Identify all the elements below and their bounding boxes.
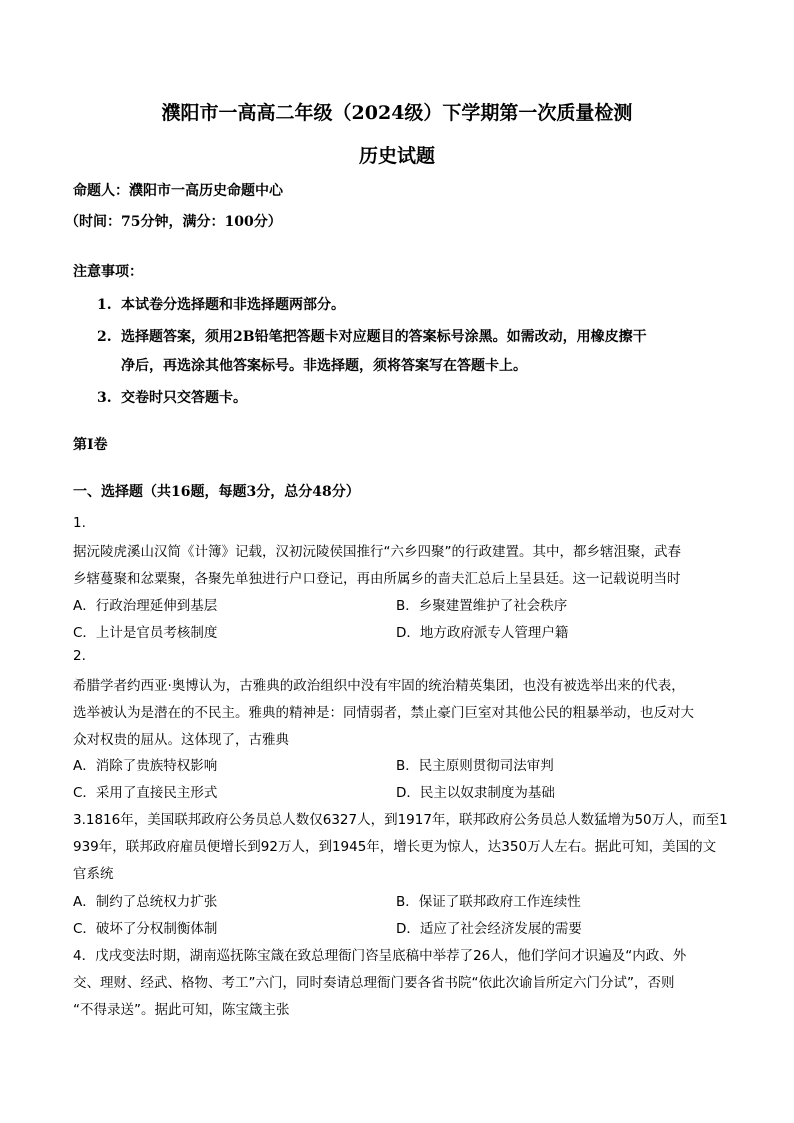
- notice-item-num: 1.: [97, 297, 112, 313]
- question-number: 1.: [73, 515, 86, 531]
- option-d: D．地方政府派专人管理户籍: [396, 625, 569, 641]
- time-score-line: （时间：75分钟，满分：100分）: [65, 214, 282, 230]
- option-c: C．上计是官员考核制度: [73, 625, 218, 641]
- option-b: B．保证了联邦政府工作连续性: [396, 894, 581, 910]
- option-b: B．民主原则贯彻司法审判: [396, 758, 554, 774]
- question-line: 交、理财、经武、格物、考工”六门，同时奏请总理衙门要各省书院“依此次谕旨所定六门分试”，否则: [73, 975, 675, 991]
- notice-item-num: 2.: [97, 329, 112, 345]
- question-line: 选举被认为是潜在的不民主。雅典的精神是：同情弱者，禁止豪门巨室对其他公民的粗暴举动，也反对大: [73, 705, 694, 721]
- question-number: 2.: [73, 648, 86, 664]
- question-line: 据沅陵虎溪山汉简《计簿》记载，汉初沅陵侯国推行“六乡四聚”的行政建置。其中，都乡辖沮聚，武春: [73, 544, 681, 560]
- option-a: A．消除了贵族特权影响: [73, 758, 218, 774]
- notice-item-num: 3.: [97, 390, 112, 406]
- question-line: 官系统: [73, 866, 114, 882]
- question-line: 众对权贵的屈从。这体现了，古雅典: [73, 732, 289, 748]
- question-line: 939年，联邦政府雇员便增长到92万人，到1945年，增长更为惊人，达350万人左右。据此可知，美国的文: [73, 839, 717, 855]
- exam-title: 濮阳市一高高二年级（2024级）下学期第一次质量检测: [161, 102, 633, 124]
- exam-subtitle: 历史试题: [358, 145, 435, 167]
- question-line: 4．戊戌变法时期，湖南巡抚陈宝箴在致总理衙门咨呈底稿中举荐了26人，他们学问才识遍及“内政、外: [73, 948, 687, 964]
- notice-item: [97, 387, 247, 407]
- question-line: “不得录送”。据此可知，陈宝箴主张: [73, 1002, 290, 1018]
- author-line: 命题人：濮阳市一高历史命题中心: [73, 183, 283, 199]
- volume-heading: 第I卷: [73, 437, 108, 453]
- option-d: D．民主以奴隶制度为基础: [396, 785, 555, 801]
- notice-heading: 注意事项：: [73, 264, 143, 280]
- notice-item: [97, 294, 345, 314]
- option-c: C．采用了直接民主形式: [73, 785, 218, 801]
- notice-item-text: 本试卷分选择题和非选择题两部分。: [121, 297, 345, 313]
- notice-item-text: 选择题答案，须用2B铅笔把答题卡对应题目的答案标号涂黑。如需改动，用橡皮擦干: [121, 329, 647, 345]
- notice-item-text: 交卷时只交答题卡。: [121, 390, 247, 406]
- question-line: 希腊学者约西亚·奥博认为，古雅典的政治组织中没有牢固的统治精英集团，也没有被选举出来的代表，: [73, 678, 685, 694]
- option-a: A．制约了总统权力扩张: [73, 894, 218, 910]
- option-a: A．行政治理延伸到基层: [73, 598, 218, 614]
- notice-item: [97, 326, 647, 346]
- section-heading: 一、选择题（共16题，每题3分，总分48分）: [73, 484, 360, 500]
- notice-item-continuation: 净后，再选涂其他答案标号。非选择题，须将答案写在答题卡上。: [121, 358, 527, 374]
- question-line: 3.1816年，美国联邦政府公务员总人数仅6327人，到1917年，联邦政府公务员总人数猛增为50万人，而至1: [73, 812, 728, 828]
- option-c: C．破坏了分权制衡体制: [73, 921, 218, 937]
- question-line: 乡辖蔓聚和忿粟聚，各聚先单独进行户口登记，再由所属乡的啬夫汇总后上呈县廷。这一记载说明当时: [73, 571, 681, 587]
- option-d: D．适应了社会经济发展的需要: [396, 921, 582, 937]
- option-b: B．乡聚建置维护了社会秩序: [396, 598, 568, 614]
